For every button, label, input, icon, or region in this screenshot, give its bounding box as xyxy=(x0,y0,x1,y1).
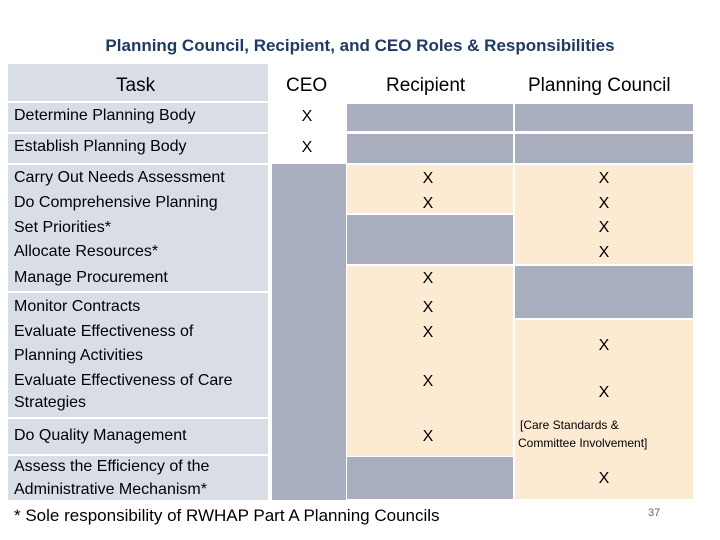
pc-mark: X xyxy=(598,219,610,236)
task-label: Evaluate Effectiveness of xyxy=(14,323,194,340)
pc-mark: X xyxy=(598,384,610,401)
qm-note-line2: Committee Involvement] xyxy=(518,436,648,450)
pc-gray-cell xyxy=(514,103,694,132)
pc-mark: X xyxy=(598,470,610,487)
row-divider xyxy=(8,163,270,165)
task-label: Carry Out Needs Assessment xyxy=(14,169,225,186)
qm-note-line1: [Care Standards & xyxy=(520,418,619,432)
task-label: Planning Activities xyxy=(14,347,143,364)
task-label: Assess the Efficiency of the xyxy=(14,458,210,475)
pc-mark: X xyxy=(598,244,610,261)
task-label: Evaluate Effectiveness of Care xyxy=(14,372,233,389)
recipient-mark: X xyxy=(422,195,434,212)
pc-mark: X xyxy=(598,195,610,212)
header-task: Task xyxy=(116,75,156,96)
header-ceo: CEO xyxy=(286,75,328,96)
page-title: Planning Council, Recipient, and CEO Roles & Responsibilities xyxy=(105,36,615,55)
task-label: Administrative Mechanism* xyxy=(14,481,207,498)
pc-mark: X xyxy=(598,170,610,187)
recipient-mark: X xyxy=(422,324,434,341)
page-number: 37 xyxy=(648,507,661,519)
task-label: Allocate Resources* xyxy=(14,243,159,260)
ceo-mark: X xyxy=(301,108,313,125)
recipient-mark: X xyxy=(422,428,434,445)
task-label: Set Priorities* xyxy=(14,219,111,236)
header-planning-council: Planning Council xyxy=(528,75,671,96)
task-label: Determine Planning Body xyxy=(14,107,196,124)
pc-gray-cell xyxy=(514,265,694,319)
recipient-gray-cell xyxy=(346,456,514,500)
recipient-gray-cell xyxy=(346,214,514,265)
footnote: * Sole responsibility of RWHAP Part A Planning Councils xyxy=(14,506,440,525)
recipient-gray-cell xyxy=(346,103,514,132)
task-label: Manage Procurement xyxy=(14,269,168,286)
recipient-mark: X xyxy=(422,170,434,187)
task-label: Do Comprehensive Planning xyxy=(14,194,218,211)
row-divider xyxy=(8,417,270,419)
recipient-gray-cell xyxy=(346,133,514,164)
pc-gray-cell xyxy=(514,133,694,164)
ceo-mark: X xyxy=(301,139,313,156)
recipient-mark: X xyxy=(422,270,434,287)
header-recipient: Recipient xyxy=(386,75,466,96)
row-divider xyxy=(8,132,270,134)
task-label: Strategies xyxy=(14,394,87,411)
row-divider xyxy=(8,291,270,293)
task-label: Do Quality Management xyxy=(14,427,187,444)
task-label: Establish Planning Body xyxy=(14,138,187,155)
recipient-mark: X xyxy=(422,299,434,316)
recipient-mark: X xyxy=(422,373,434,390)
task-label: Monitor Contracts xyxy=(14,298,141,315)
pc-mark: X xyxy=(598,337,610,354)
ceo-gray-block xyxy=(270,164,346,500)
